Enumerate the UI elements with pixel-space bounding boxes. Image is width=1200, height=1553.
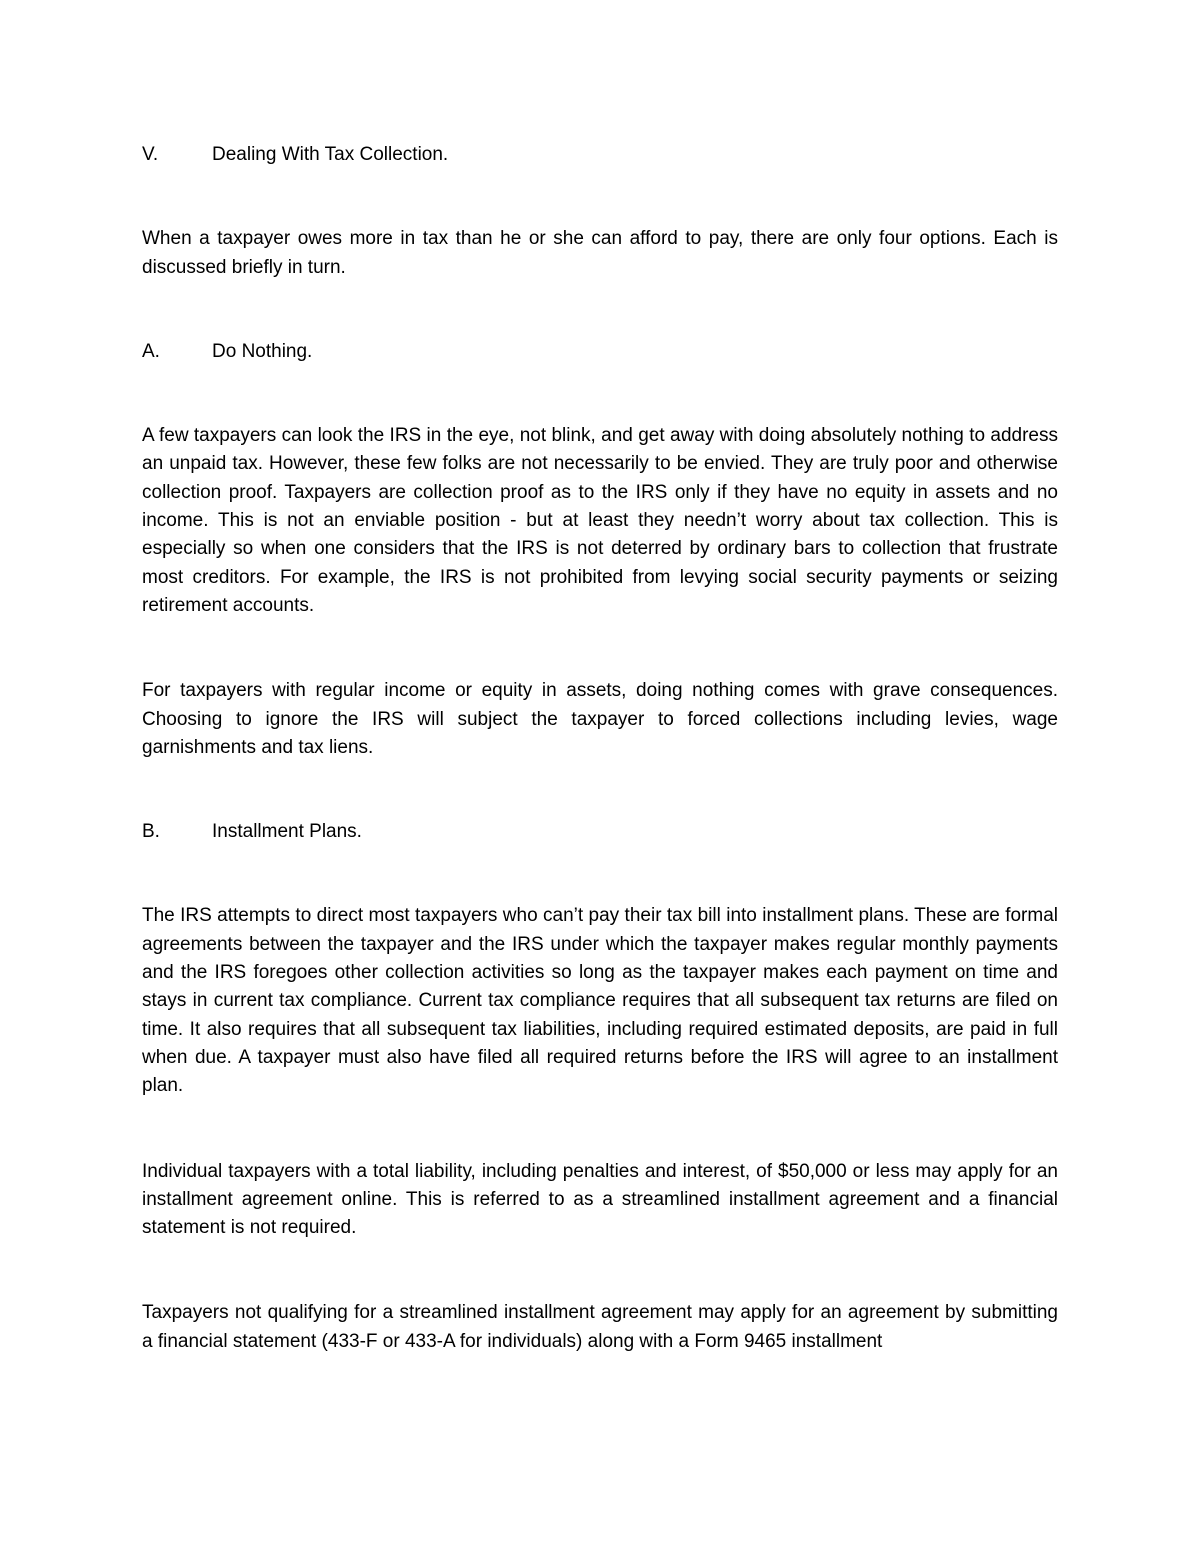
subsection-b-title: Installment Plans. [212, 821, 362, 843]
intro-paragraph: When a taxpayer owes more in tax than he or she can afford to pay, there are only four options. Each is discussed briefly in turn. [142, 228, 1058, 278]
subsection-b-number: B. [142, 821, 160, 843]
subsection-b-heading [142, 818, 1058, 846]
document-body [142, 141, 1058, 1356]
subsection-b-paragraph-3: Taxpayers not qualifying for a streamlined installment agreement may apply for an agreement by submitting a financial statement (433-F or 433-A for individuals) along with a Form 9465 installment [142, 1302, 1058, 1352]
section-number: V. [142, 144, 159, 165]
subsection-a-number: A. [142, 340, 160, 362]
subsection-b-paragraph-1: The IRS attempts to direct most taxpayers who can’t pay their tax bill into installment plans. These are formal agreements between the taxpayer and the IRS under which the taxpayer makes regular monthly payments and the IRS foregoes other collection activities so long as the taxpayer makes each payment on time and stays in current tax compliance. Current tax compliance requires that all subsequent tax returns are filed on time. It also requires that all subsequent tax liabilities, including required estimated deposits, are paid in full when due. A taxpayer must also have filed all required returns before the IRS will agree to an installment plan. [142, 905, 1058, 1097]
subsection-a-heading [142, 338, 1058, 366]
subsection-b-paragraph-2: Individual taxpayers with a total liability, including penalties and interest, of $50,000 or less may apply for an installment agreement online. This is referred to as a streamlined installment agreement and a financial statement is not required. [142, 1160, 1058, 1239]
subsection-a-paragraph-1: A few taxpayers can look the IRS in the eye, not blink, and get away with doing absolutely nothing to address an unpaid tax. However, these few folks are not necessarily to be envied. They are truly poor and otherwise collection proof. Taxpayers are collection proof as to the IRS only if they have no equity in assets and no income. This is not an enviable position - but at least they needn’t worry about tax collection. This is especially so when one considers that the IRS is not deterred by ordinary bars to collection that frustrate most creditors. For example, the IRS is not prohibited from levying social security payments or seizing retirement accounts. [142, 425, 1058, 616]
section-heading [142, 141, 1058, 169]
subsection-a-paragraph-2: For taxpayers with regular income or equity in assets, doing nothing comes with grave consequences. Choosing to ignore the IRS will subject the taxpayer to forced collections including levies, wage garnishments and tax liens. [142, 680, 1058, 758]
subsection-a-title: Do Nothing. [212, 340, 313, 362]
section-title: Dealing With Tax Collection. [212, 144, 449, 165]
